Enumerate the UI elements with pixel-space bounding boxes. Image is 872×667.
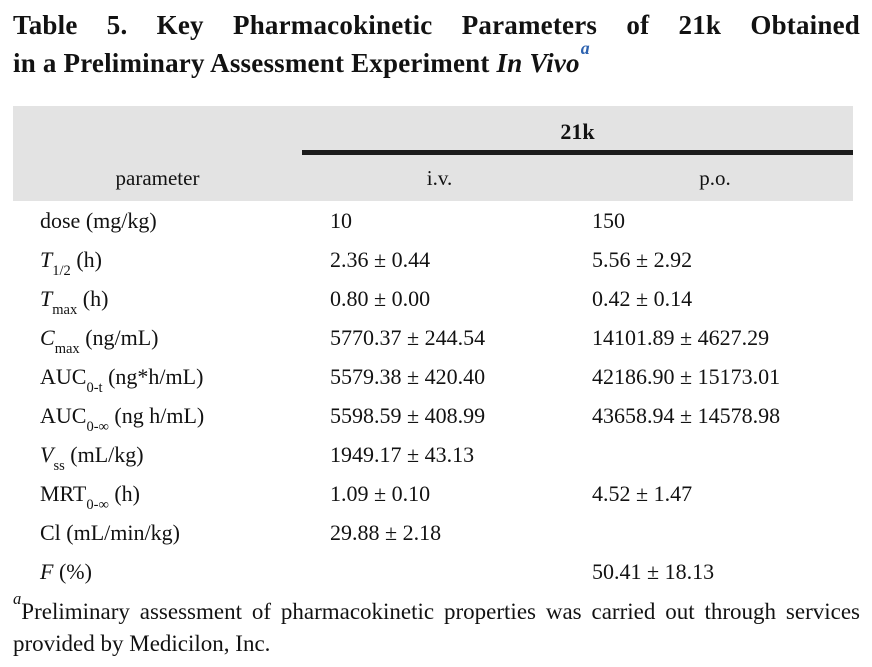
iv-value: 5598.59 ± 408.99 — [330, 402, 486, 428]
table-row — [13, 552, 853, 591]
iv-value: 0.80 ± 0.00 — [330, 285, 431, 311]
po-value: 150 — [592, 207, 625, 233]
column-header-parameter: parameter — [115, 165, 200, 190]
iv-value: 2.36 ± 0.44 — [330, 246, 431, 272]
table-title-line2: in a Preliminary Assessment Experiment In Vivo$^a$ — [13, 37, 590, 78]
param-label: $V_{ss}$ (mL/kg) — [40, 441, 144, 474]
table-row — [13, 396, 853, 435]
table-row — [13, 318, 853, 357]
group-header-label: 21k — [560, 119, 595, 144]
group-header-cell — [302, 106, 853, 155]
table-title — [13, 6, 860, 82]
table-body — [13, 201, 853, 591]
table-row — [13, 279, 853, 318]
table-title-emphasis: In Vivo — [496, 48, 580, 78]
iv-value: 5579.38 ± 420.40 — [330, 363, 486, 389]
param-label: F (%) — [40, 558, 92, 584]
param-label: $AUC_{0-t}$ (ng*h/mL) — [40, 363, 204, 396]
table-row — [13, 474, 853, 513]
title-footnote-marker: a — [580, 37, 590, 58]
po-value: 5.56 ± 2.92 — [592, 246, 693, 272]
po-value: 4.52 ± 1.47 — [592, 480, 693, 506]
iv-value: 29.88 ± 2.18 — [330, 519, 442, 545]
table-row — [13, 435, 853, 474]
table-title-line1: Table 5. Key Pharmacokinetic Parameters of 21k Obtained — [13, 10, 860, 40]
column-header-iv: i.v. — [426, 165, 453, 190]
footnote-marker: a — [13, 588, 22, 608]
param-label: $T_{max}$ (h) — [40, 285, 109, 318]
column-header-row — [13, 155, 853, 201]
iv-value: 1.09 ± 0.10 — [330, 480, 431, 506]
iv-value: 5770.37 ± 244.54 — [330, 324, 486, 350]
table-header-band — [13, 106, 853, 201]
po-value: 43658.94 ± 14578.98 — [592, 402, 781, 428]
param-label: dose (mg/kg) — [40, 207, 157, 233]
table-row — [13, 201, 853, 240]
param-label: $C_{max}$ (ng/mL) — [40, 324, 159, 357]
table-row — [13, 357, 853, 396]
po-value: 14101.89 ± 4627.29 — [592, 324, 770, 350]
iv-value: 10 — [330, 207, 352, 233]
param-label: $MRT_{0-\infty}$ (h) — [40, 480, 140, 513]
param-label: $AUC_{0-\infty}$ (ng h/mL) — [40, 402, 205, 435]
po-value: 50.41 ± 18.13 — [592, 558, 715, 584]
po-value: 0.42 ± 0.14 — [592, 285, 693, 311]
po-value: 42186.90 ± 15173.01 — [592, 363, 781, 389]
table-row — [13, 513, 853, 552]
param-label: $T_{1/2}$ (h) — [40, 246, 102, 279]
group-header-row — [13, 106, 853, 155]
footnote-text: Preliminary assessment of pharmacokinetic properties was carried out through services provided by Medicilon, Inc. — [13, 599, 860, 656]
table-row — [13, 240, 853, 279]
table-footnote — [13, 588, 860, 660]
header-rule — [302, 150, 853, 155]
iv-value: 1949.17 ± 43.13 — [330, 441, 475, 467]
column-header-po: p.o. — [699, 165, 731, 190]
group-header-spacer — [13, 106, 302, 155]
param-label: Cl (mL/min/kg) — [40, 519, 180, 545]
